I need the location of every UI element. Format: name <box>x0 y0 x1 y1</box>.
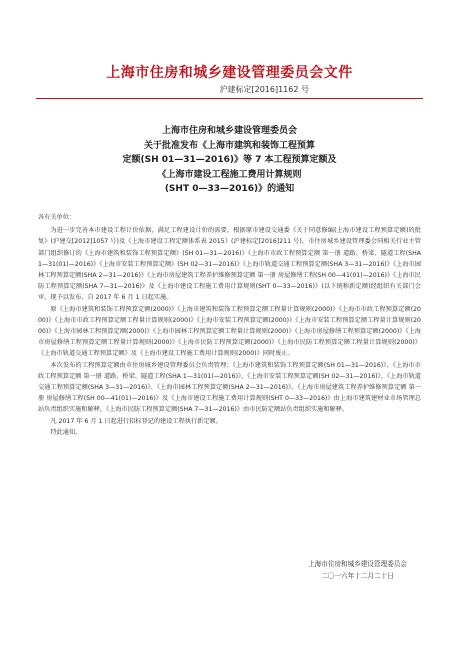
notice-body <box>38 212 421 438</box>
signature-block <box>308 558 407 582</box>
signature-org: 上海市住房和城乡建设管理委员会 <box>308 560 407 568</box>
body-paragraph: 原《上海市建筑和装饰工程预算定额(2000)》《上海市建筑和装饰工程预算定额工程量计算规则(2000)》《上海市市政工程预算定额(2000)》《上海市市政工程预算定额工程量计算规则(2000)》《上海市安装工程预算定额(2000)》《上海市安装工程预算定额工程量计算规则(2000)》《上海市园林工程预算定额(2000)》《上海市园林工程预算定额工程量计算规则(2000)》《上海市房屋修缮工程预算定额(2000)》《上海市房屋修缮工程预算定额工程量计算规则(2000)》《上海市民防工程预算定额(2000)》《上海市民防工程预算定额工程量计算规则(2000)》《上海市轨道交通工程预算定额》及《上海市建设工程施工费用计算规则(2000)》同时废止。 <box>38 305 421 358</box>
body-paragraph: 特此通知。 <box>50 428 82 436</box>
body-paragraph: 凡 2017 年 6 月 1 日起进行招标登记的建设工程执行新定额。 <box>50 417 222 425</box>
salutation: 各有关单位： <box>38 214 76 221</box>
body-paragraph: 为进一步完善本市建设工程计价依据，满足工程建设计价的需要，根据原市建设交通委《关于同意修编(上海市建设工程预算定额)的批复》(沪建交[2012]1057 号)及《上海市建设工程定额体系表 2015》(沪建标定[2016]211 号)，市住房城乡建设管理委会同相关行业主管部门组织修订的《上海市建筑和装饰工程预算定额》(SH 01—31—2016)》《上海市市政工程预算定额 第一册 道路、桥梁、隧道工程(SHA 1—31(01)—2016)》《上海市安装工程预算定额》(SH 02—31—2016)》《上海市轨道交通工程预算定额(SHA 3—31—2016)》《上海市园林工程预算定额(SHA 2—31—2016)》《上海市房屋建筑工程养护维修预算定额 第一册 房屋修缮工程(SH 00—41(01)—2016)》《上海市民防工程预算定额(SHA 7—31—2016)》及《上海市建设工程施工费用计算规则(SHT 0—33—2016)》(以下统称新定额)经组织有关部门会审，现予以发布，自 2017 年 6 月 1 日起实施。 <box>38 227 421 302</box>
notice-title-line: 关于批准发布《上海市建筑和装饰工程预算 <box>143 140 315 151</box>
notice-title-line: (SHT 0—33—2016)》的通知 <box>164 184 295 194</box>
signature-date: 二〇一六年十二月二十日 <box>321 572 394 580</box>
red-divider-line <box>36 98 423 99</box>
document-number: 沪建标定[2016]1162 号 <box>219 85 309 94</box>
notice-title <box>0 124 459 197</box>
notice-title-line: 上海市住房和城乡建设管理委员会 <box>161 126 297 136</box>
body-paragraph: 本次发布的工程预算定额由市住房城乡建设管理委员会负责管理；《上海市建筑和装饰工程预算定额(SH 01—31—2016)》、《上海市市政工程预算定额 第一册 道路、桥梁、隧道工程(SHA 1—31(01)—2016)》、《上海市安装工程预算定额(SH 02—31—2016)》、《上海市轨道交通工程预算定额(SHA 3—31—2016)》、《上海市园林工程预算定额(SHA 2—31—2016)》、《上海市房屋建筑工程养护维修预算定额 第一册 房屋修缮工程(SH 00—41(01)—2016)》及《上海市建设工程施工费用计算规则(SHT 0—33—2016)》由上海市建筑建材业市场管理总站负责组织实施和解释，《上海市民防工程预算定额(SHA 7—31—2016)》由市民防定额站负责组织实施和解释。 <box>38 361 421 414</box>
document-header-title: 上海市住房和城乡建设管理委员会文件 <box>106 65 353 81</box>
notice-title-line: 定额(SH 01—31—2016)》等 7 本工程预算定额及 <box>122 155 337 165</box>
notice-title-line: 《上海市建设工程施工费用计算规则 <box>157 169 302 180</box>
